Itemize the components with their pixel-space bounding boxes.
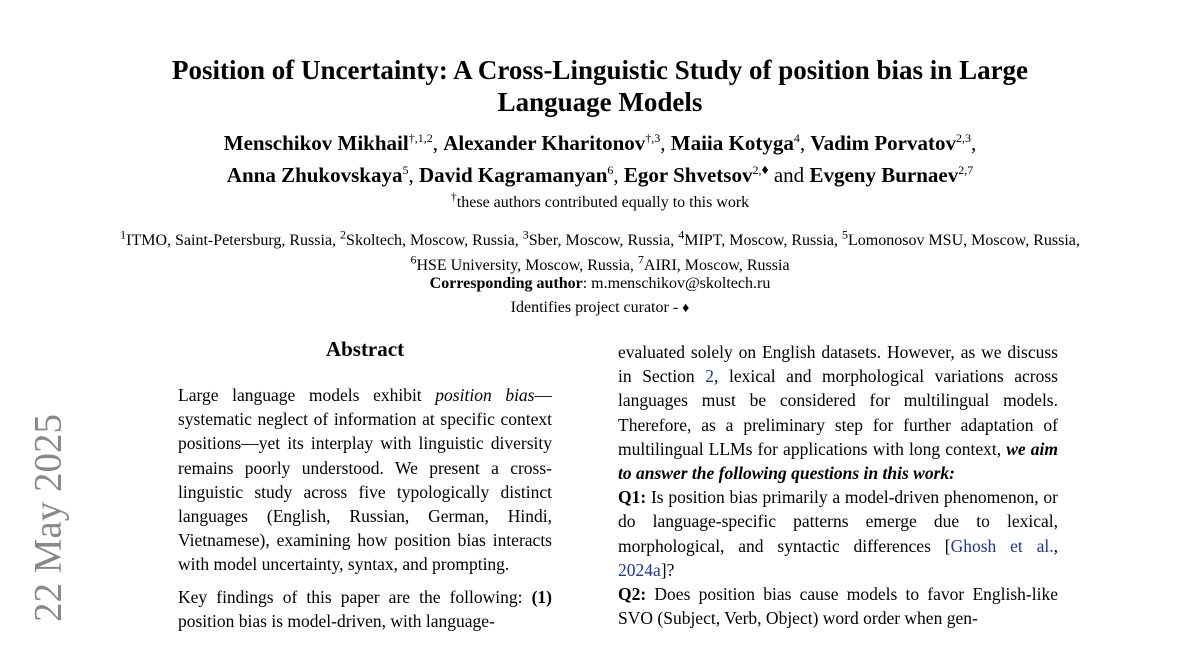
- diamond-icon: ♦: [761, 163, 769, 178]
- question-q2: Q2: Does position bias cause models to favor English-like SVO (Subject, Verb, Object) word order when gen-: [618, 584, 1058, 629]
- abstract-heading: Abstract: [325, 337, 405, 361]
- author-list: Menschikov Mikhail$^{\dagger,1,2}$, Alexander Kharitonov$^{\dagger,3}$, Maiia Kotyga$^4$, Vadim Porvatov$^{2,3}$, Anna Zhukovskaya$^5$, David Kagramanyan$^6$, Egor Shvetsov$^{2,♦}$ and Evgeny Burnaev$^{2,7}$: [223, 131, 977, 187]
- abstract-paragraph: Key findings of this paper are the following: (1) position bias is model-driven, with language-: [178, 586, 552, 631]
- author-affil-sup: †,1,2: [408, 131, 433, 145]
- abstract-paragraph: Large language models exhibit position bias—systematic neglect of information at specific context positions—yet its interplay with linguistic diversity remains poorly understood. We present a cross-linguistic study across five typologically distinct languages (English, Russian, German, Hindi, Vietnamese), examining how position bias interacts with model uncertainty, syntax, and prompting.: [178, 385, 552, 575]
- stamp-text: 22 May 2025: [26, 414, 70, 622]
- corresponding-email: : m.menschikov@skoltech.ru: [582, 275, 771, 292]
- diamond-icon: ♦: [682, 301, 690, 316]
- equal-contribution-note: †these authors contributed equally to this work: [450, 189, 750, 211]
- author-affil-sup: 2,♦: [752, 163, 769, 178]
- author-name: Maiia Kotyga: [670, 131, 794, 155]
- dagger-mark: †: [450, 189, 457, 204]
- paper-title: Position of Uncertainty: A Cross-Linguistic Study of position bias in Large Language Models: [171, 55, 1029, 117]
- author-affil-sup: †,3: [645, 131, 661, 145]
- citation-year-link[interactable]: 2024a: [618, 559, 661, 580]
- affiliations: $^1$ITMO, Saint-Petersburg, Russia, $^2$Skoltech, Moscow, Russia, $^3$Sber, Moscow, Russia, $^4$MIPT, Moscow, Russia, $^5$Lomonosov MSU, Moscow, Russia, $^6$HSE University, Moscow, Russia, $^7$AIRI, Moscow, Russia: [120, 227, 1080, 274]
- author-name: Menschikov Mikhail: [223, 131, 409, 155]
- author-affil-sup: 2,3: [955, 131, 971, 145]
- abstract-body: [178, 383, 552, 641]
- curator-note: Identifies project curator - ♦: [510, 299, 690, 316]
- author-affil-sup: 6: [607, 163, 614, 177]
- author-name: Vadim Porvatov: [810, 131, 956, 155]
- right-column: [618, 340, 1058, 630]
- question-q1: Q1: Is position bias primarily a model-driven phenomenon, or do language-specific patterns emerge due to lexical, morphological, and syntactic differences [Ghosh et al., 2024a]?: [618, 487, 1058, 580]
- section-link[interactable]: 2: [705, 366, 715, 387]
- author-name: Evgeny Burnaev: [809, 163, 959, 187]
- arxiv-date-stamp: [18, 408, 78, 628]
- author-name: Alexander Kharitonov: [443, 131, 646, 155]
- author-name: Egor Shvetsov: [623, 163, 753, 187]
- citation-link[interactable]: Ghosh et al.: [950, 535, 1054, 556]
- author-affil-sup: 5: [402, 163, 409, 177]
- corresponding-author: Corresponding author: m.menschikov@skoltech.ru: [429, 275, 771, 292]
- intro-paragraph: evaluated solely on English datasets. However, as we discuss in Section 2, lexical and morphological variations across languages must be considered for multilingual models. Therefore, as a preliminary step for further adaptation of multilingual LLMs for applications with long context, we aim to answer the following questions in this work:: [618, 342, 1058, 484]
- author-affil-sup: 2,7: [958, 163, 974, 177]
- author-name: David Kagramanyan: [418, 163, 608, 187]
- author-affil-sup: 4: [793, 131, 800, 145]
- author-name: Anna Zhukovskaya: [226, 163, 403, 187]
